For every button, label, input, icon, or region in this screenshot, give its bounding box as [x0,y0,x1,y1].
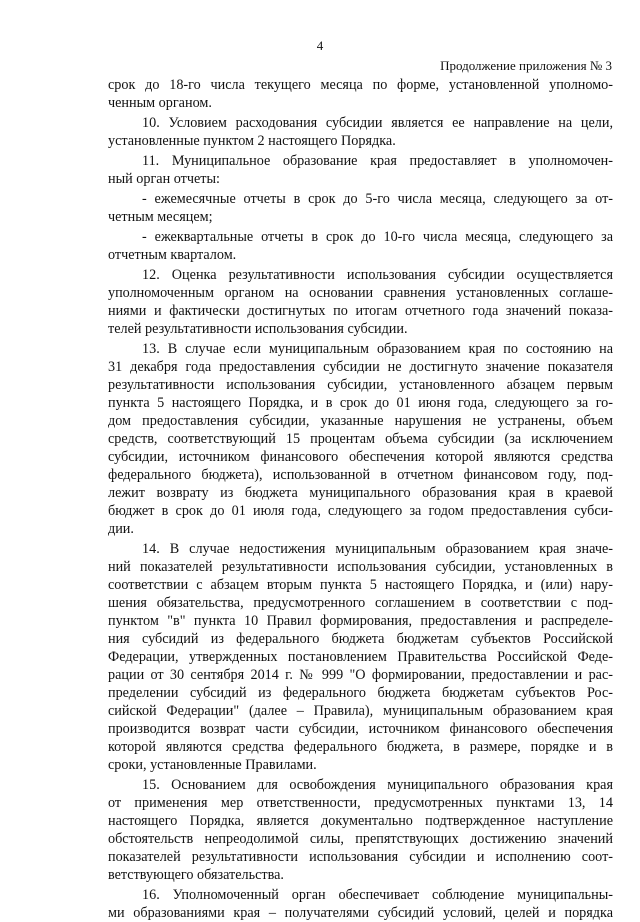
text-line: 31 декабря года предоставления субсидии не достигнуто значение показателя [108,359,613,375]
text-line: ми образованиями края – получателями субсидий условий, целей и порядка [108,905,613,921]
text-line: срок до 18-го числа текущего месяца по форме, установленной уполномо- [108,77,613,93]
text-line: ветствующего обязательства. [108,867,284,883]
text-line: Федерации, утвержденных постановлением Правительства Российской Феде- [108,649,613,665]
text-line: 14. В случае недостижения муниципальным образованием края значе- [142,541,613,557]
text-line: результативности использования субсидии, установленного абзацем первым [108,377,613,393]
text-line: рации от 30 сентября 2014 г. № 999 "О формировании, предоставлении и рас- [108,667,613,683]
text-line: средств, соответствующий 15 процентам объема субсидии (за исключением [108,431,613,447]
text-line: дом предоставления субсидии, указанные нарушения не устранены, объем [108,413,613,429]
text-line: 13. В случае если муниципальным образованием края по состоянию на [142,341,613,357]
text-line: сийской Федерации" (далее – Правила), муниципальным образованием края [108,703,613,719]
text-line: которой являются средства федерального бюджета, в размере, порядке и в [108,739,613,755]
text-line: показателей результативности использования субсидии и исполнению соот- [108,849,613,865]
text-line: федерального бюджета), использованной в отчетном финансовом году, под- [108,467,613,483]
text-line: четным месяцем; [108,209,213,225]
text-line: уполномоченным органом на основании сравнения установленных соглаше- [108,285,613,301]
text-line: установленные пунктом 2 настоящего Порядка. [108,133,396,149]
text-line: ченным органом. [108,95,212,111]
text-line: ния субсидий из федерального бюджета бюджетам субъектов Российской [108,631,613,647]
text-line: 12. Оценка результативности использования субсидии осуществляется [142,267,613,283]
text-line: пункта 5 настоящего Порядка, и в срок до 01 июня года, следующего за го- [108,395,613,411]
text-line: ний показателей результативности использования субсидии, установленных в [108,559,613,575]
page-number: 4 [316,38,324,53]
text-line: - ежеквартальные отчеты в срок до 10-го числа месяца, следующего за [142,229,613,245]
annex-continuation-label: Продолжение приложения № 3 [440,58,612,73]
text-line: телей результативности использования субсидии. [108,321,408,337]
text-line: субсидии, источником финансового обеспечения которой являются средства [108,449,613,465]
text-line: бюджет в срок до 01 июля года, следующего за годом предоставления субси- [108,503,613,519]
text-line: производится возврат части субсидии, источником финансового обеспечения [108,721,613,737]
text-line: дии. [108,521,134,537]
text-line: сроки, установленные Правилами. [108,757,317,773]
text-line: шения обязательства, предусмотренного соглашением в соответствии с под- [108,595,613,611]
text-line: настоящего Порядка, является документально подтвержденное наступление [108,813,613,829]
text-line: отчетным кварталом. [108,247,237,263]
text-line: 16. Уполномоченный орган обеспечивает соблюдение муниципальны- [142,887,613,903]
text-line: лежит возврату из бюджета муниципального образования края в краевой [108,485,613,501]
text-line: пунктом "в" пункта 10 Правил формирования, предоставления и распределе- [108,613,613,629]
text-line: 10. Условием расходования субсидии является ее направление на цели, [142,115,613,131]
text-line: ный орган отчеты: [108,171,220,187]
text-line: 15. Основанием для освобождения муниципального образования края [142,777,613,793]
text-line: - ежемесячные отчеты в срок до 5-го числа месяца, следующего за от- [142,191,613,207]
text-line: соответствии с абзацем вторым пункта 5 настоящего Порядка, и (или) нару- [108,577,613,593]
text-line: от применения мер ответственности, предусмотренных пунктами 13, 14 [108,795,613,811]
text-line: 11. Муниципальное образование края предоставляет в уполномочен- [142,153,613,169]
text-line: обстоятельств непреодолимой силы, препятствующих достижению значений [108,831,613,847]
text-line: ниями и фактически достигнутых по итогам отчетного года значений показа- [108,303,613,319]
text-line: пределении субсидий из федерального бюджета бюджетам субъектов Рос- [108,685,613,701]
